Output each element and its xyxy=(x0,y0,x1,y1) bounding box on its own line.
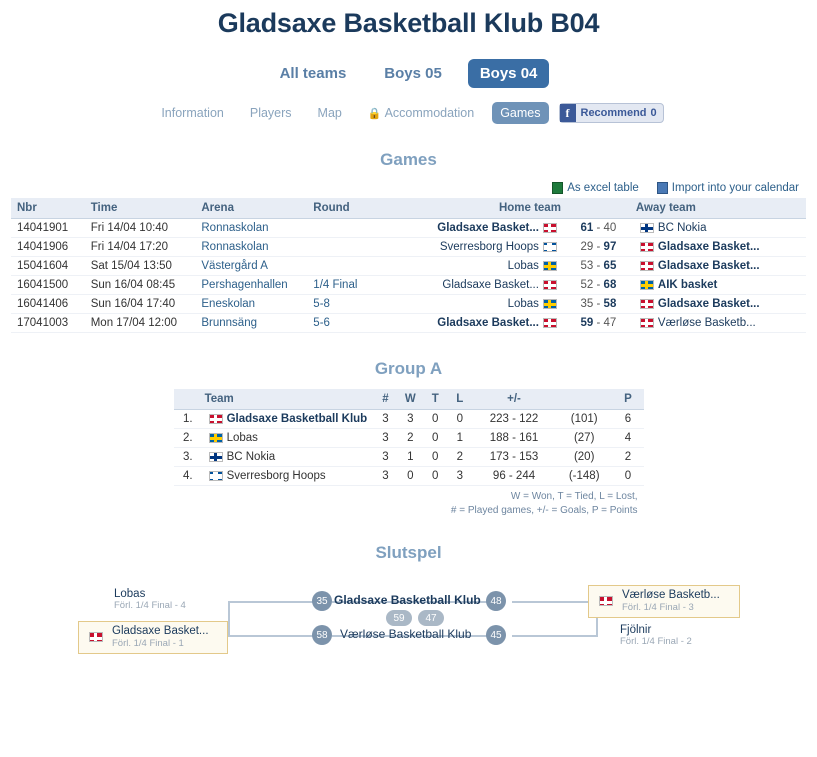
group-legend-line1: W = Won, T = Tied, L = Lost, xyxy=(510,491,638,502)
game-nbr: 14041906 xyxy=(11,238,85,257)
facebook-recommend-label: Recommend xyxy=(580,107,647,119)
group-col-team: Team xyxy=(199,389,374,410)
flag-icon-fi xyxy=(640,223,654,233)
game-time: Sun 16/04 17:40 xyxy=(85,295,196,314)
page-title: Gladsaxe Basketball Klub B04 xyxy=(217,8,600,38)
team-tabs xyxy=(0,59,817,88)
group-diff: (27) xyxy=(556,429,612,448)
game-arena[interactable]: Västergård A xyxy=(195,257,307,276)
group-diff: (-148) xyxy=(556,467,612,486)
export-calendar-label: Import into your calendar xyxy=(671,182,799,194)
calendar-icon xyxy=(657,182,668,194)
game-nbr: 16041500 xyxy=(11,276,85,295)
flag-icon-dk xyxy=(640,242,654,252)
facebook-recommend-button[interactable] xyxy=(559,103,664,123)
flag-icon-fi xyxy=(209,452,223,462)
bracket-right-bottom-sub: Förl. 1/4 Final - 2 xyxy=(620,636,692,647)
flag-icon-dk xyxy=(209,414,223,424)
games-table xyxy=(11,198,806,333)
game-score: 53 - 65 xyxy=(567,257,630,276)
team-tab-boys-04[interactable]: Boys 04 xyxy=(468,59,550,88)
group-diff: (101) xyxy=(556,410,612,429)
game-nbr: 17041003 xyxy=(11,314,85,333)
subnav-item-games[interactable]: Games xyxy=(492,102,548,124)
group-played: 3 xyxy=(373,448,397,467)
game-nbr: 14041901 xyxy=(11,219,85,238)
game-score: 29 - 97 xyxy=(567,238,630,257)
group-plusminus: 188 - 161 xyxy=(472,429,556,448)
export-excel-label: As excel table xyxy=(567,182,639,194)
game-round xyxy=(307,257,397,276)
flag-icon-dk xyxy=(543,280,557,290)
facebook-recommend-count: 0 xyxy=(650,107,657,119)
game-score: 61 - 40 xyxy=(567,219,630,238)
bracket-left-bottom-team: Gladsaxe Basket... xyxy=(112,625,209,637)
group-col-rank xyxy=(174,389,199,410)
game-time: Sun 16/04 08:45 xyxy=(85,276,196,295)
game-time: Fri 14/04 10:40 xyxy=(85,219,196,238)
game-away-team[interactable]: AIK basket xyxy=(630,276,806,295)
group-table xyxy=(174,389,644,486)
game-round: 5-6 xyxy=(307,314,397,333)
games-col-score xyxy=(567,198,630,219)
flag-icon-dk xyxy=(543,223,557,233)
bracket-right-bottom-team: Fjölnir xyxy=(620,624,652,636)
game-home-team[interactable]: Lobas xyxy=(397,295,567,314)
group-played: 3 xyxy=(373,467,397,486)
facebook-icon: f xyxy=(560,104,576,122)
group-team[interactable]: Sverresborg Hoops xyxy=(199,467,374,486)
group-played: 3 xyxy=(373,429,397,448)
bracket-right-bottom[interactable] xyxy=(614,621,744,651)
bracket-line-1 xyxy=(228,601,314,603)
game-score: 59 - 47 xyxy=(567,314,630,333)
group-col-diff xyxy=(556,389,612,410)
game-arena[interactable]: Ronnaskolan xyxy=(195,219,307,238)
flag-icon-dk xyxy=(640,299,654,309)
group-legend xyxy=(174,490,644,517)
group-won: 1 xyxy=(398,448,423,467)
bracket xyxy=(0,577,817,687)
group-team[interactable]: Gladsaxe Basketball Klub xyxy=(199,410,374,429)
group-plusminus: 223 - 122 xyxy=(472,410,556,429)
game-away-team[interactable]: Gladsaxe Basket... xyxy=(630,295,806,314)
table-row[interactable] xyxy=(11,219,806,238)
flag-icon-is xyxy=(209,471,223,481)
game-home-team[interactable]: Gladsaxe Basket... xyxy=(397,219,567,238)
table-row[interactable] xyxy=(174,410,644,429)
excel-icon xyxy=(552,182,563,194)
table-row[interactable] xyxy=(11,276,806,295)
group-team[interactable]: BC Nokia xyxy=(199,448,374,467)
group-lost: 3 xyxy=(448,467,473,486)
bracket-line-3 xyxy=(228,601,230,637)
group-tied: 0 xyxy=(423,448,448,467)
flag-icon-is xyxy=(543,242,557,252)
game-score: 35 - 58 xyxy=(567,295,630,314)
table-row[interactable] xyxy=(11,314,806,333)
subnav-item-accommodation-label: Accommodation xyxy=(384,106,475,120)
game-away-team[interactable]: Gladsaxe Basket... xyxy=(630,238,806,257)
flag-icon-se xyxy=(543,299,557,309)
table-row[interactable] xyxy=(174,467,644,486)
group-lost: 1 xyxy=(448,429,473,448)
group-points: 6 xyxy=(612,410,643,429)
group-heading: Group A xyxy=(374,359,443,378)
table-row[interactable] xyxy=(11,238,806,257)
group-col-played: # xyxy=(373,389,397,410)
bracket-center-bottom-team: Værløse Basketball Klub xyxy=(340,627,472,641)
flag-icon-dk xyxy=(640,318,654,328)
game-home-team[interactable]: Lobas xyxy=(397,257,567,276)
bracket-left-top-sub: Förl. 1/4 Final - 4 xyxy=(114,600,186,611)
games-export-row xyxy=(0,182,817,198)
group-won: 3 xyxy=(398,410,423,429)
table-row[interactable] xyxy=(11,257,806,276)
game-away-team[interactable]: Værløse Basketb... xyxy=(630,314,806,333)
group-played: 3 xyxy=(373,410,397,429)
subnav-item-players[interactable]: Players xyxy=(249,106,292,120)
bracket-score-left-top: 35 xyxy=(312,591,332,611)
group-col-won: W xyxy=(398,389,423,410)
game-away-team[interactable]: BC Nokia xyxy=(630,219,806,238)
table-row[interactable] xyxy=(174,448,644,467)
group-rank: 3. xyxy=(174,448,199,467)
group-team[interactable]: Lobas xyxy=(199,429,374,448)
bracket-score-right-top: 48 xyxy=(486,591,506,611)
game-nbr: 15041604 xyxy=(11,257,85,276)
group-rank: 4. xyxy=(174,467,199,486)
group-tied: 0 xyxy=(423,467,448,486)
games-table-header-row xyxy=(11,198,806,219)
games-heading: Games xyxy=(380,150,437,169)
game-away-team[interactable]: Gladsaxe Basket... xyxy=(630,257,806,276)
group-won: 2 xyxy=(398,429,423,448)
group-lost: 0 xyxy=(448,410,473,429)
group-tied: 0 xyxy=(423,410,448,429)
games-col-arena: Arena xyxy=(195,198,307,219)
bracket-left-bottom[interactable] xyxy=(78,621,228,654)
game-round xyxy=(307,219,397,238)
bracket-score-right-bottom: 45 xyxy=(486,625,506,645)
games-col-away-team: Away team xyxy=(630,198,806,219)
bracket-left-bottom-sub: Förl. 1/4 Final - 1 xyxy=(112,638,184,649)
subnav-item-accommodation[interactable] xyxy=(360,102,482,124)
game-round: 1/4 Final xyxy=(307,276,397,295)
game-time: Fri 14/04 17:20 xyxy=(85,238,196,257)
games-col-round: Round xyxy=(307,198,397,219)
game-arena[interactable]: Pershagenhallen xyxy=(195,276,307,295)
group-lost: 2 xyxy=(448,448,473,467)
export-calendar-link[interactable] xyxy=(657,182,799,194)
bracket-right-top[interactable] xyxy=(588,585,740,618)
group-legend-line2: # = Played games, +/- = Goals, P = Points xyxy=(450,504,638,516)
bracket-line-7 xyxy=(512,635,598,637)
sub-navigation xyxy=(0,102,817,124)
group-rank: 1. xyxy=(174,410,199,429)
subnav-item-map[interactable]: Map xyxy=(317,106,342,120)
group-plusminus: 173 - 153 xyxy=(472,448,556,467)
games-col-nbr: Nbr xyxy=(11,198,85,219)
group-col-plusminus: +/- xyxy=(472,389,556,410)
game-score: 52 - 68 xyxy=(567,276,630,295)
bracket-final-score-right: 47 xyxy=(418,610,444,626)
group-col-lost: L xyxy=(448,389,473,410)
group-diff: (20) xyxy=(556,448,612,467)
game-home-team[interactable]: Gladsaxe Basket... xyxy=(397,276,567,295)
bracket-heading: Slutspel xyxy=(375,543,442,562)
bracket-score-left-bottom: 58 xyxy=(312,625,332,645)
group-tied: 0 xyxy=(423,429,448,448)
flag-icon-se xyxy=(543,261,557,271)
lock-icon: 🔒 xyxy=(367,108,382,120)
flag-icon-dk xyxy=(543,318,557,328)
game-home-team[interactable]: Gladsaxe Basket... xyxy=(397,314,567,333)
group-points: 4 xyxy=(612,429,643,448)
export-excel-link[interactable] xyxy=(552,182,639,194)
flag-icon-dk xyxy=(640,261,654,271)
table-row[interactable] xyxy=(11,295,806,314)
flag-icon-se xyxy=(640,280,654,290)
games-col-time: Time xyxy=(85,198,196,219)
bracket-right-top-sub: Förl. 1/4 Final - 3 xyxy=(622,602,694,613)
flag-icon-dk-right xyxy=(599,596,613,606)
games-col-home-team: Home team xyxy=(397,198,567,219)
bracket-right-top-team: Værløse Basketb... xyxy=(622,589,720,601)
game-time: Mon 17/04 12:00 xyxy=(85,314,196,333)
group-points: 0 xyxy=(612,467,643,486)
team-tab-all-teams[interactable]: All teams xyxy=(279,65,347,82)
group-won: 0 xyxy=(398,467,423,486)
game-arena[interactable]: Eneskolan xyxy=(195,295,307,314)
flag-icon-se xyxy=(209,433,223,443)
flag-icon-dk xyxy=(89,632,103,642)
group-rank: 2. xyxy=(174,429,199,448)
bracket-line-2 xyxy=(228,635,314,637)
subnav-item-information[interactable]: Information xyxy=(161,106,224,120)
game-arena[interactable]: Brunnsäng xyxy=(195,314,307,333)
group-col-points: P xyxy=(612,389,643,410)
game-arena[interactable]: Ronnaskolan xyxy=(195,238,307,257)
bracket-line-6 xyxy=(512,601,598,603)
group-plusminus: 96 - 244 xyxy=(472,467,556,486)
table-row[interactable] xyxy=(174,429,644,448)
game-round xyxy=(307,238,397,257)
bracket-final-score-left: 59 xyxy=(386,610,412,626)
bracket-left-top-team: Lobas xyxy=(114,588,146,600)
bracket-center-top-team: Gladsaxe Basketball Klub xyxy=(334,593,481,607)
game-round: 5-8 xyxy=(307,295,397,314)
game-time: Sat 15/04 13:50 xyxy=(85,257,196,276)
game-home-team[interactable]: Sverresborg Hoops xyxy=(397,238,567,257)
group-col-tied: T xyxy=(423,389,448,410)
group-points: 2 xyxy=(612,448,643,467)
game-nbr: 16041406 xyxy=(11,295,85,314)
group-table-header-row xyxy=(174,389,644,410)
team-tab-boys-05[interactable]: Boys 05 xyxy=(384,65,442,82)
bracket-left-top[interactable] xyxy=(108,585,228,615)
